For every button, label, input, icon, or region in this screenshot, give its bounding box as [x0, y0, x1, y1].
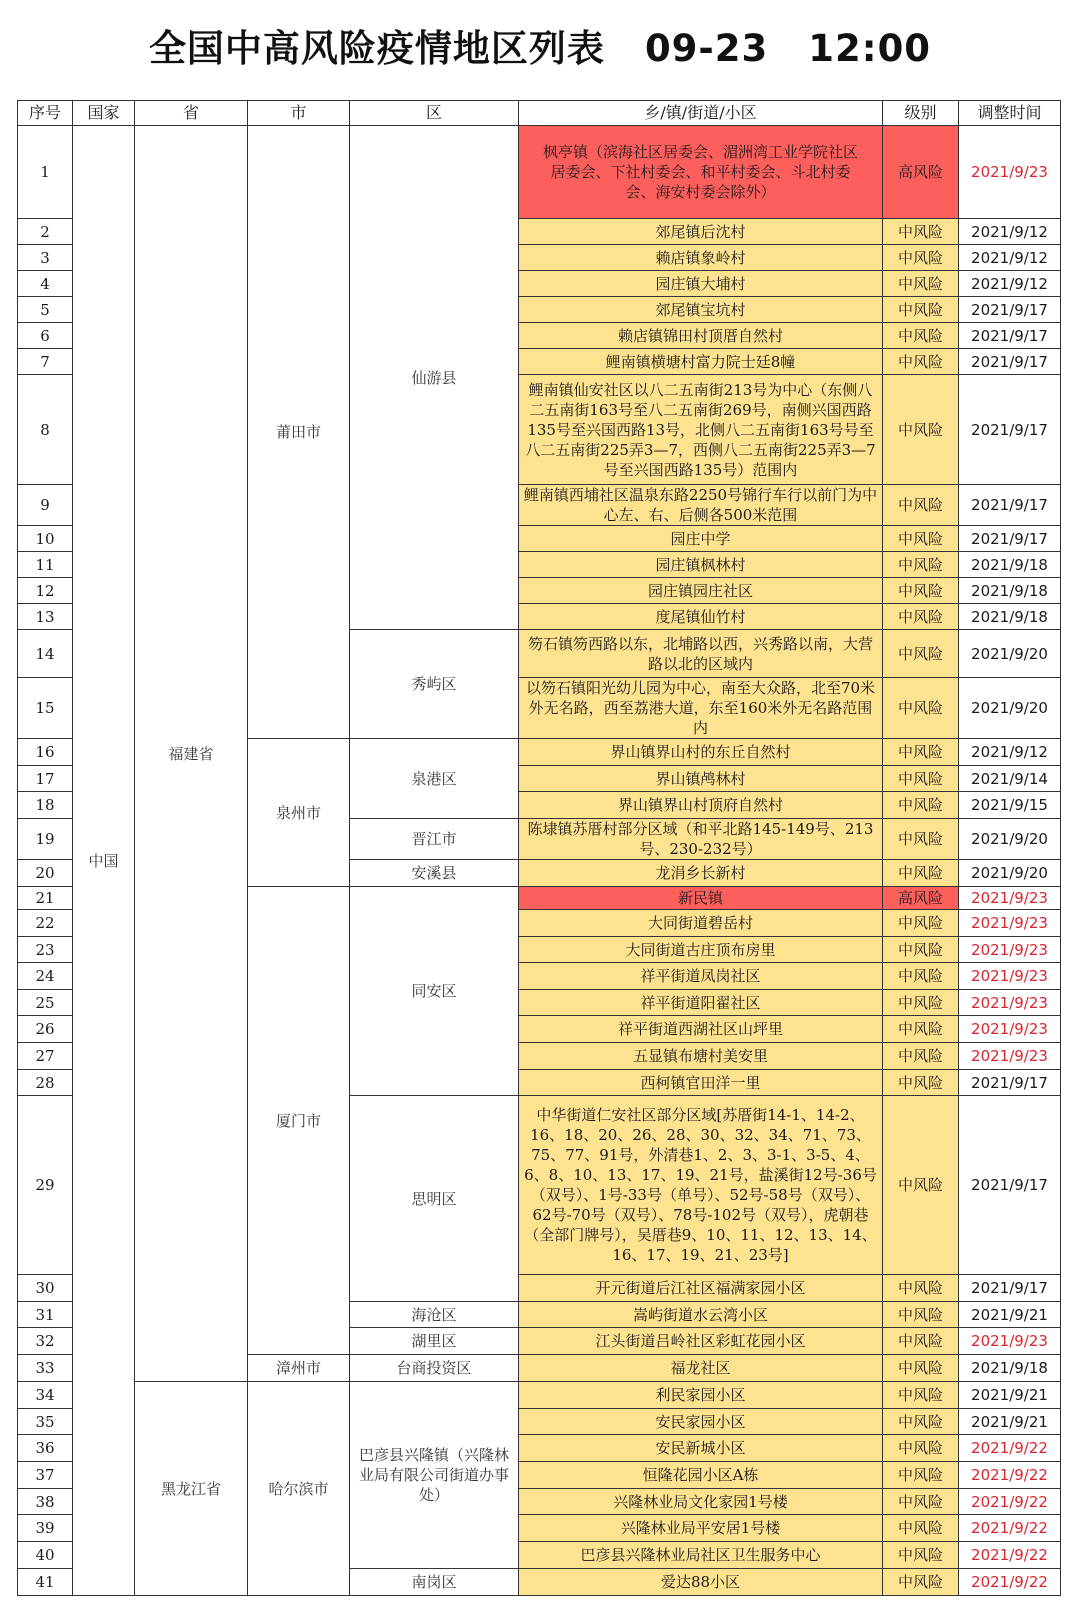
time-cell: 2021/9/17 [959, 323, 1061, 349]
seq-cell: 12 [18, 578, 73, 604]
time-cell: 2021/9/18 [959, 1355, 1061, 1382]
time-cell: 2021/9/12 [959, 245, 1061, 271]
seq-cell: 11 [18, 552, 73, 578]
level-cell: 中风险 [883, 1462, 959, 1489]
level-cell: 中风险 [883, 323, 959, 349]
seq-cell: 1 [18, 126, 73, 219]
header-district: 区 [350, 101, 519, 126]
level-cell: 中风险 [883, 1355, 959, 1382]
level-cell: 中风险 [883, 1569, 959, 1596]
area-cell: 赖店镇象岭村 [519, 245, 883, 271]
level-cell: 中风险 [883, 1489, 959, 1515]
country-cell: 中国 [73, 126, 135, 1596]
time-cell: 2021/9/17 [959, 297, 1061, 323]
district-cell-quangang: 泉港区 [350, 739, 519, 819]
seq-cell: 18 [18, 792, 73, 819]
level-cell: 中风险 [883, 271, 959, 297]
area-cell: 龙涓乡长新村 [519, 860, 883, 887]
level-cell: 中风险 [883, 1382, 959, 1409]
area-cell: 福龙社区 [519, 1355, 883, 1382]
area-cell: 祥平街道阳翟社区 [519, 990, 883, 1016]
level-cell: 中风险 [883, 963, 959, 990]
seq-cell: 27 [18, 1043, 73, 1070]
seq-cell: 26 [18, 1016, 73, 1043]
time-cell: 2021/9/22 [959, 1489, 1061, 1515]
area-cell: 郊尾镇后沈村 [519, 219, 883, 245]
header-province: 省 [135, 101, 248, 126]
level-cell: 中风险 [883, 349, 959, 375]
level-cell: 中风险 [883, 526, 959, 552]
level-cell: 中风险 [883, 1328, 959, 1355]
city-cell-zhangzhou: 漳州市 [248, 1355, 350, 1382]
level-cell: 中风险 [883, 766, 959, 792]
time-cell: 2021/9/15 [959, 792, 1061, 819]
seq-cell: 16 [18, 739, 73, 766]
district-cell-huli: 湖里区 [350, 1328, 519, 1355]
district-cell-tongan: 同安区 [350, 887, 519, 1096]
time-cell: 2021/9/17 [959, 1070, 1061, 1096]
seq-cell: 7 [18, 349, 73, 375]
district-cell-xianyou: 仙游县 [350, 126, 519, 630]
seq-cell: 37 [18, 1462, 73, 1489]
seq-cell: 20 [18, 860, 73, 887]
area-cell: 开元街道后江社区福满家园小区 [519, 1275, 883, 1302]
time-cell: 2021/9/18 [959, 552, 1061, 578]
district-cell-nangang: 南岗区 [350, 1569, 519, 1596]
area-cell: 中华街道仁安社区部分区域[苏厝街14-1、14-2、16、18、20、26、28、30、32、34、71、73、75、77、91号，外清巷1、2、3、3-1、3-5、4、6、8、10、13、17、19、21号，盐溪街12号-36号（双号）、1号-33号（单号）、52号-58号（双号）、62号-70号（双号）、78号-102号（双号），虎朝巷（全部门牌号），吴厝巷9、10、11、12、13、14、16、17、19、21、23号] [519, 1096, 883, 1275]
seq-cell: 6 [18, 323, 73, 349]
level-cell: 中风险 [883, 1409, 959, 1435]
area-cell: 以笏石镇阳光幼儿园为中心，南至大众路，北至70米外无名路，西至荔港大道，东至160米外无名路范围内 [519, 678, 883, 739]
level-cell: 中风险 [883, 1435, 959, 1462]
seq-cell: 32 [18, 1328, 73, 1355]
time-cell: 2021/9/23 [959, 1328, 1061, 1355]
header-city: 市 [248, 101, 350, 126]
area-cell: 园庄中学 [519, 526, 883, 552]
seq-cell: 28 [18, 1070, 73, 1096]
time-cell: 2021/9/17 [959, 1275, 1061, 1302]
time-cell: 2021/9/23 [959, 1016, 1061, 1043]
area-cell: 鲤南镇仙安社区以八二五南街213号为中心（东侧八二五南街163号至八二五南街269号，南侧兴国西路135号至兴国西路13号，北侧八二五南街163号号至八二五南街225弄3—7，西侧八二五南街225弄3—7号至兴国西路135号）范围内 [519, 375, 883, 485]
header-seq: 序号 [18, 101, 73, 126]
level-cell: 中风险 [883, 1016, 959, 1043]
area-cell: 鲤南镇西埔社区温泉东路2250号锦行车行以前门为中心左、右、后侧各500米范围 [519, 485, 883, 526]
time-cell: 2021/9/17 [959, 1096, 1061, 1275]
time-cell: 2021/9/23 [959, 963, 1061, 990]
city-cell-harbin: 哈尔滨市 [248, 1382, 350, 1596]
level-cell: 中风险 [883, 910, 959, 937]
seq-cell: 10 [18, 526, 73, 552]
level-cell: 中风险 [883, 485, 959, 526]
level-cell: 中风险 [883, 1302, 959, 1328]
area-cell: 赖店镇锦田村顶厝自然村 [519, 323, 883, 349]
level-cell: 中风险 [883, 1542, 959, 1569]
level-cell: 中风险 [883, 219, 959, 245]
time-cell: 2021/9/23 [959, 126, 1061, 219]
area-cell: 大同街道碧岳村 [519, 910, 883, 937]
seq-cell: 30 [18, 1275, 73, 1302]
area-cell: 鲤南镇横塘村富力院士廷8幢 [519, 349, 883, 375]
level-cell: 中风险 [883, 739, 959, 766]
seq-cell: 40 [18, 1542, 73, 1569]
time-cell: 2021/9/23 [959, 990, 1061, 1016]
header-level: 级别 [883, 101, 959, 126]
seq-cell: 38 [18, 1489, 73, 1515]
time-cell: 2021/9/22 [959, 1435, 1061, 1462]
district-cell-anxi: 安溪县 [350, 860, 519, 887]
area-cell: 西柯镇官田洋一里 [519, 1070, 883, 1096]
level-cell: 中风险 [883, 1275, 959, 1302]
area-cell: 安民新城小区 [519, 1435, 883, 1462]
time-cell: 2021/9/22 [959, 1542, 1061, 1569]
time-cell: 2021/9/17 [959, 349, 1061, 375]
area-cell: 巴彦县兴隆林业局社区卫生服务中心 [519, 1542, 883, 1569]
seq-cell: 22 [18, 910, 73, 937]
time-cell: 2021/9/12 [959, 739, 1061, 766]
level-cell: 中风险 [883, 630, 959, 678]
level-cell: 中风险 [883, 1515, 959, 1542]
area-cell: 祥平街道凤岗社区 [519, 963, 883, 990]
seq-cell: 39 [18, 1515, 73, 1542]
table-row [18, 1382, 1061, 1409]
area-cell: 恒隆花园小区A栋 [519, 1462, 883, 1489]
time-cell: 2021/9/21 [959, 1409, 1061, 1435]
time-cell: 2021/9/18 [959, 578, 1061, 604]
time-cell: 2021/9/12 [959, 219, 1061, 245]
time-cell: 2021/9/20 [959, 819, 1061, 860]
seq-cell: 25 [18, 990, 73, 1016]
area-cell: 大同街道古庄顶布房里 [519, 937, 883, 963]
seq-cell: 24 [18, 963, 73, 990]
page-title [0, 18, 1080, 72]
area-cell: 嵩屿街道水云湾小区 [519, 1302, 883, 1328]
table-header-row [18, 101, 1061, 126]
seq-cell: 21 [18, 887, 73, 910]
level-cell: 中风险 [883, 678, 959, 739]
seq-cell: 31 [18, 1302, 73, 1328]
area-cell: 祥平街道西湖社区山坪里 [519, 1016, 883, 1043]
level-cell: 中风险 [883, 792, 959, 819]
area-cell: 安民家园小区 [519, 1409, 883, 1435]
level-cell: 中风险 [883, 552, 959, 578]
area-cell: 江头街道吕岭社区彩虹花园小区 [519, 1328, 883, 1355]
level-cell: 中风险 [883, 1070, 959, 1096]
risk-area-table [17, 100, 1061, 1596]
area-cell: 爱达88小区 [519, 1569, 883, 1596]
level-cell: 中风险 [883, 990, 959, 1016]
time-cell: 2021/9/23 [959, 1043, 1061, 1070]
seq-cell: 36 [18, 1435, 73, 1462]
seq-cell: 35 [18, 1409, 73, 1435]
district-cell-siming: 思明区 [350, 1096, 519, 1302]
level-cell: 中风险 [883, 1096, 959, 1275]
city-cell-quanzhou: 泉州市 [248, 739, 350, 887]
area-cell: 园庄镇大埔村 [519, 271, 883, 297]
seq-cell: 2 [18, 219, 73, 245]
level-cell: 中风险 [883, 578, 959, 604]
table-row [18, 126, 1061, 219]
level-cell: 中风险 [883, 604, 959, 630]
header-area: 乡/镇/街道/小区 [519, 101, 883, 126]
seq-cell: 5 [18, 297, 73, 323]
seq-cell: 34 [18, 1382, 73, 1409]
time-cell: 2021/9/18 [959, 604, 1061, 630]
area-cell: 新民镇 [519, 887, 883, 910]
area-cell: 界山镇界山村顶府自然村 [519, 792, 883, 819]
district-cell-bayan: 巴彦县兴隆镇（兴隆林业局有限公司街道办事处） [350, 1382, 519, 1569]
area-cell: 度尾镇仙竹村 [519, 604, 883, 630]
area-cell: 枫亭镇（滨海社区居委会、湄洲湾工业学院社区居委会、下社村委会、和平村委会、斗北村委会、海安村委会除外） [519, 126, 883, 219]
area-cell: 兴隆林业局平安居1号楼 [519, 1515, 883, 1542]
seq-cell: 14 [18, 630, 73, 678]
seq-cell: 4 [18, 271, 73, 297]
area-cell: 园庄镇园庄社区 [519, 578, 883, 604]
level-cell-high: 高风险 [883, 887, 959, 910]
time-cell: 2021/9/20 [959, 678, 1061, 739]
district-cell-jinjiang: 晋江市 [350, 819, 519, 860]
area-cell: 笏石镇笏西路以东，北埔路以西，兴秀路以南，大营路以北的区域内 [519, 630, 883, 678]
time-cell: 2021/9/20 [959, 860, 1061, 887]
seq-cell: 3 [18, 245, 73, 271]
time-cell: 2021/9/22 [959, 1569, 1061, 1596]
title-text: 全国中高风险疫情地区列表 [148, 27, 605, 70]
time-cell: 2021/9/23 [959, 937, 1061, 963]
seq-cell: 13 [18, 604, 73, 630]
time-cell: 2021/9/20 [959, 630, 1061, 678]
level-cell: 中风险 [883, 375, 959, 485]
title-time: 12:00 [808, 27, 932, 70]
city-cell-putian: 莆田市 [248, 126, 350, 739]
time-cell: 2021/9/17 [959, 485, 1061, 526]
level-cell: 中风险 [883, 245, 959, 271]
time-cell: 2021/9/21 [959, 1382, 1061, 1409]
seq-cell: 19 [18, 819, 73, 860]
time-cell: 2021/9/23 [959, 910, 1061, 937]
area-cell: 五显镇布塘村美安里 [519, 1043, 883, 1070]
seq-cell: 41 [18, 1569, 73, 1596]
time-cell: 2021/9/23 [959, 887, 1061, 910]
district-cell-xiuyu: 秀屿区 [350, 630, 519, 739]
header-time: 调整时间 [959, 101, 1061, 126]
area-cell: 郊尾镇宝坑村 [519, 297, 883, 323]
seq-cell: 15 [18, 678, 73, 739]
level-cell-high: 高风险 [883, 126, 959, 219]
province-cell-fujian: 福建省 [135, 126, 248, 1382]
time-cell: 2021/9/22 [959, 1515, 1061, 1542]
area-cell: 兴隆林业局文化家园1号楼 [519, 1489, 883, 1515]
seq-cell: 29 [18, 1096, 73, 1275]
header-country: 国家 [73, 101, 135, 126]
seq-cell: 9 [18, 485, 73, 526]
time-cell: 2021/9/17 [959, 526, 1061, 552]
city-cell-xiamen: 厦门市 [248, 887, 350, 1355]
time-cell: 2021/9/17 [959, 375, 1061, 485]
time-cell: 2021/9/12 [959, 271, 1061, 297]
level-cell: 中风险 [883, 1043, 959, 1070]
district-cell-haicang: 海沧区 [350, 1302, 519, 1328]
seq-cell: 23 [18, 937, 73, 963]
level-cell: 中风险 [883, 937, 959, 963]
level-cell: 中风险 [883, 819, 959, 860]
district-cell-taishang: 台商投资区 [350, 1355, 519, 1382]
level-cell: 中风险 [883, 297, 959, 323]
area-cell: 界山镇界山村的东丘自然村 [519, 739, 883, 766]
area-cell: 陈埭镇苏厝村部分区域（和平北路145-149号、213号、230-232号） [519, 819, 883, 860]
area-cell: 利民家园小区 [519, 1382, 883, 1409]
time-cell: 2021/9/22 [959, 1462, 1061, 1489]
time-cell: 2021/9/21 [959, 1302, 1061, 1328]
seq-cell: 33 [18, 1355, 73, 1382]
seq-cell: 17 [18, 766, 73, 792]
level-cell: 中风险 [883, 860, 959, 887]
province-cell-heilongjiang: 黑龙江省 [135, 1382, 248, 1596]
title-date: 09-23 [644, 27, 769, 70]
area-cell: 园庄镇枫林村 [519, 552, 883, 578]
seq-cell: 8 [18, 375, 73, 485]
area-cell: 界山镇鸬林村 [519, 766, 883, 792]
time-cell: 2021/9/14 [959, 766, 1061, 792]
